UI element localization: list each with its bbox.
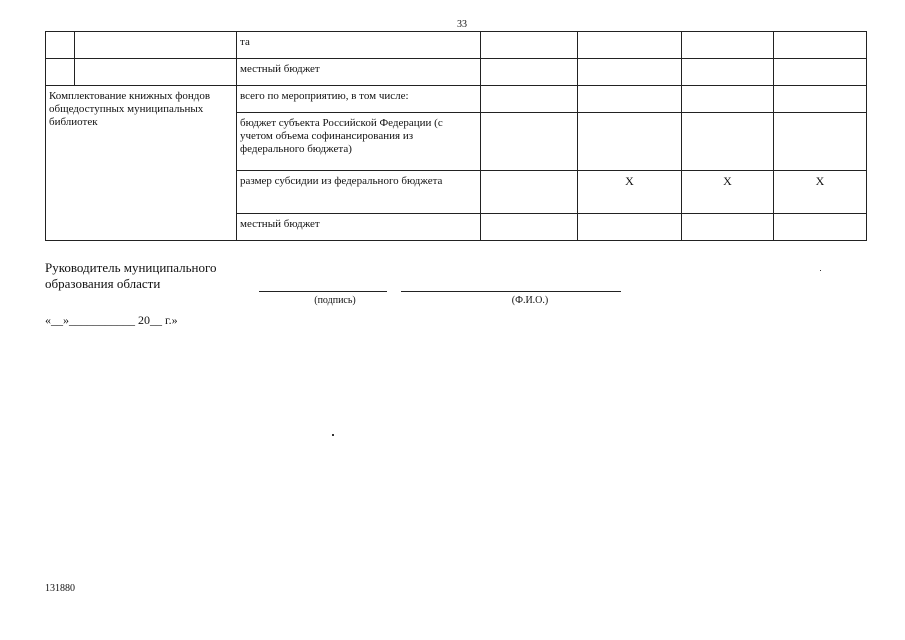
number-cell (46, 59, 75, 86)
item-cell: всего по мероприятию, в том числе: (237, 86, 481, 113)
signatory-title-line: образования области (45, 276, 161, 291)
signatory-title (45, 260, 275, 292)
value-cell (774, 59, 867, 86)
value-cell (578, 59, 682, 86)
page-number: 33 (457, 19, 467, 30)
value-cell (682, 86, 774, 113)
value-cell (578, 214, 682, 241)
value-cell (774, 214, 867, 241)
value-cell (774, 113, 867, 171)
value-cell (481, 214, 578, 241)
not-applicable-mark: X (774, 171, 867, 214)
not-applicable-mark: X (578, 171, 682, 214)
table-row (46, 59, 867, 86)
item-cell: бюджет субъекта Российской Федерации (с учетом объема софинансирования из федерального бюджета) (237, 113, 481, 171)
name-caption: (Ф.И.О.) (511, 295, 549, 306)
name-line (401, 291, 621, 292)
document-code: 131880 (45, 583, 75, 594)
value-cell (682, 113, 774, 171)
item-cell: размер субсидии из федерального бюджета (237, 171, 481, 214)
value-cell (578, 113, 682, 171)
value-cell (578, 86, 682, 113)
signatory-title-line: Руководитель муниципального (45, 260, 217, 275)
scan-speck (332, 434, 334, 436)
value-cell (682, 59, 774, 86)
signature-caption: (подпись) (314, 295, 356, 306)
number-cell (46, 32, 75, 59)
date-line: «__»___________ 20__ г.» (45, 313, 178, 327)
signature-line (259, 291, 387, 292)
value-cell (481, 86, 578, 113)
item-cell: местный бюджет (237, 59, 481, 86)
description-cell (75, 32, 237, 59)
description-cell (75, 59, 237, 86)
value-cell (774, 86, 867, 113)
item-cell: местный бюджет (237, 214, 481, 241)
table-row (46, 86, 867, 113)
value-cell (578, 32, 682, 59)
value-cell (774, 32, 867, 59)
value-cell (682, 32, 774, 59)
activity-description: Комплектование книжных фондов общедоступных муниципальных библиотек (46, 86, 237, 241)
scan-speck (820, 270, 821, 271)
value-cell (481, 59, 578, 86)
funding-table (45, 31, 867, 241)
value-cell (682, 214, 774, 241)
item-cell: та (237, 32, 481, 59)
not-applicable-mark: X (682, 171, 774, 214)
value-cell (481, 113, 578, 171)
value-cell (481, 32, 578, 59)
table-row (46, 32, 867, 59)
value-cell (481, 171, 578, 214)
